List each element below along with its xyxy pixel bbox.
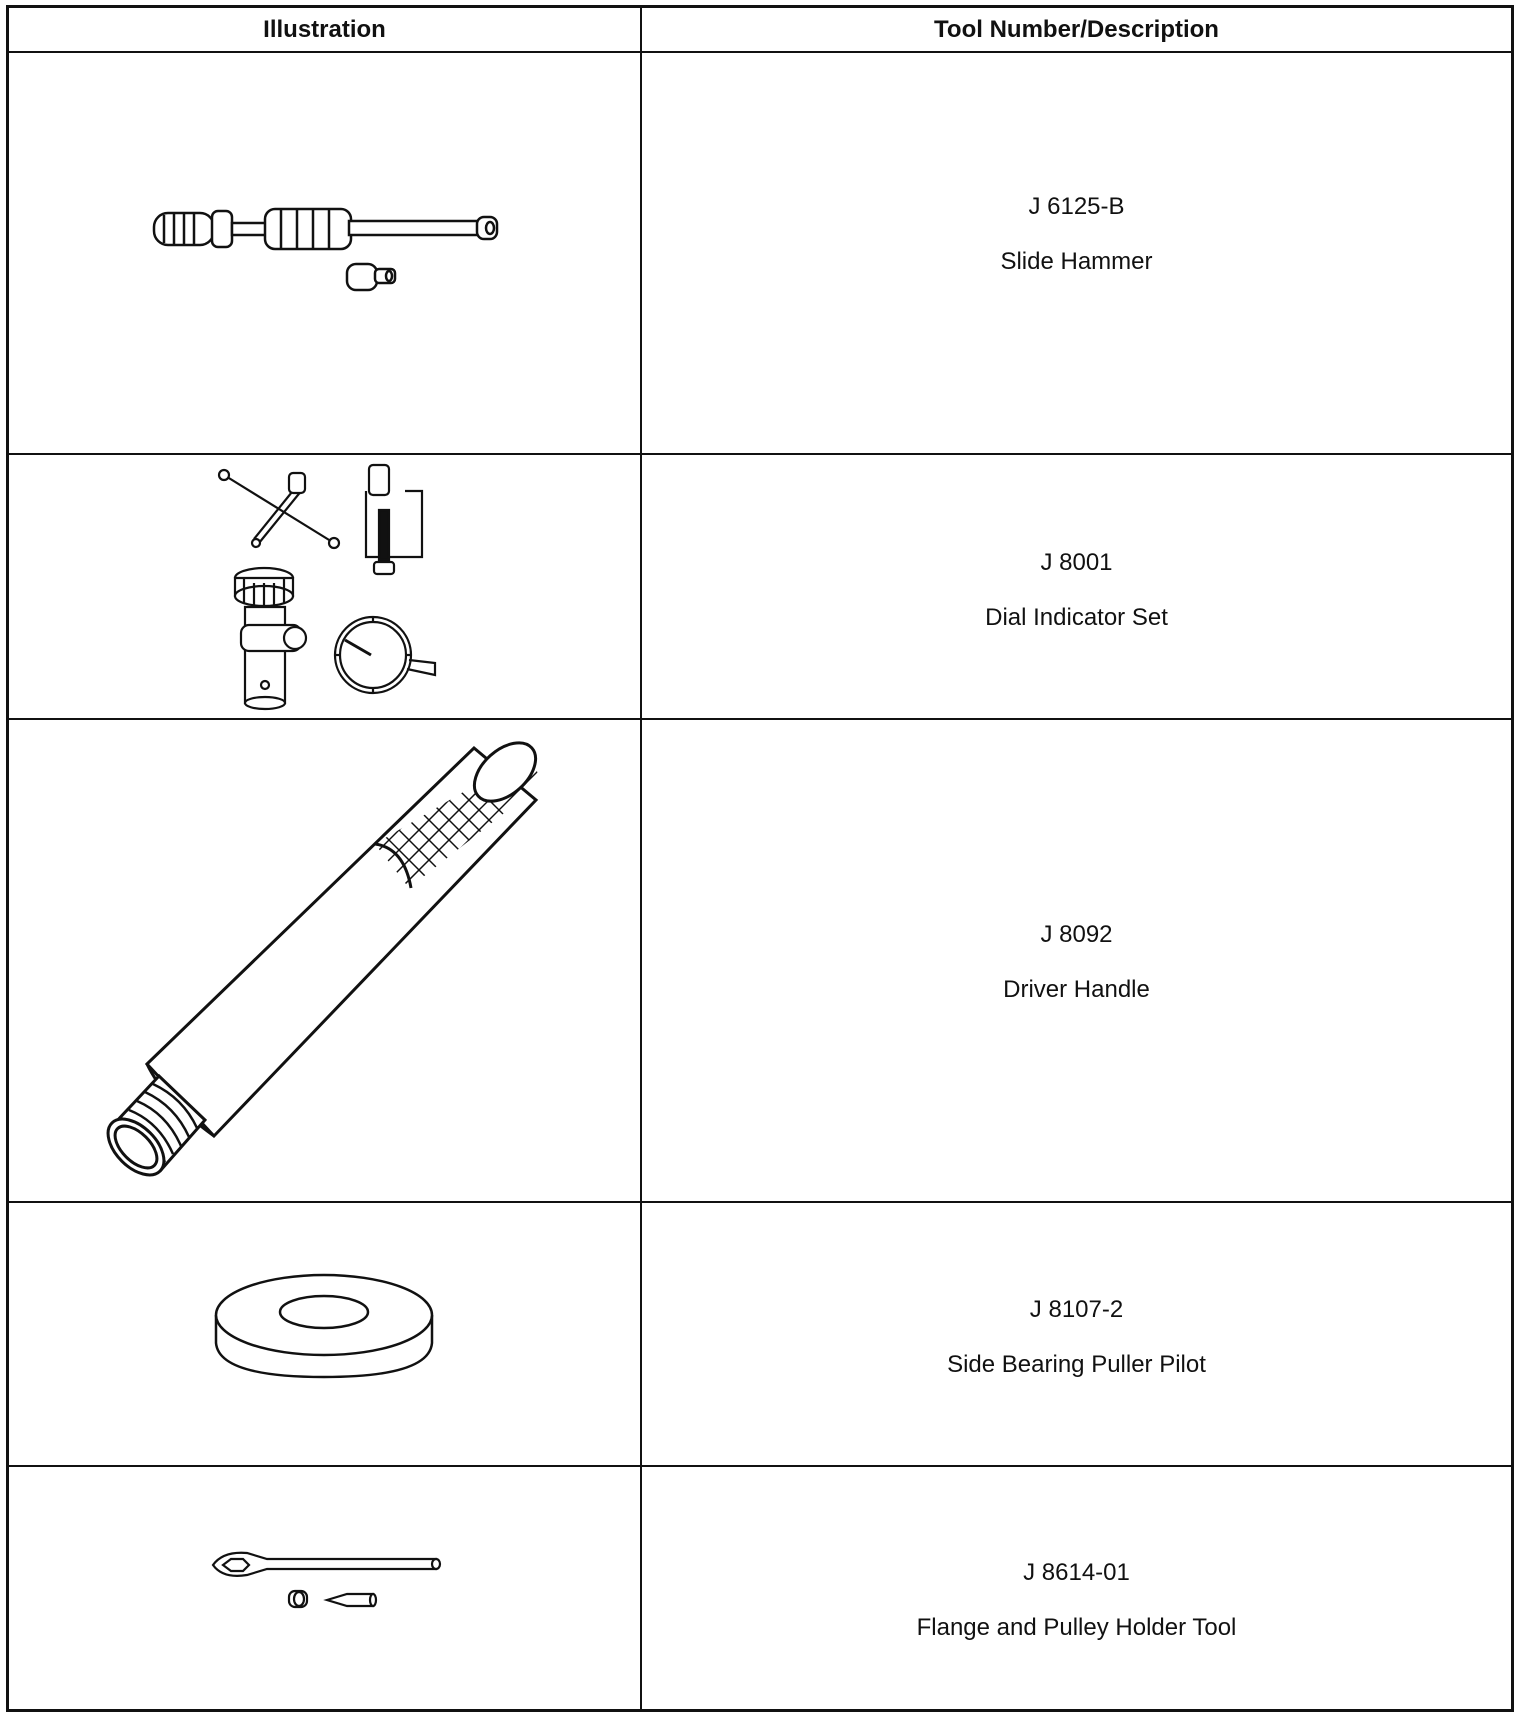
header-illustration: Illustration <box>263 16 386 43</box>
tool-number: J 8001 <box>1040 549 1113 576</box>
table-row <box>642 455 1511 718</box>
tool-number: J 6125-B <box>1028 193 1125 220</box>
table-row-illustration <box>9 53 640 453</box>
table-row <box>642 1467 1511 1709</box>
tool-description: Dial Indicator Set <box>985 604 1168 631</box>
tool-table <box>6 5 1514 1712</box>
tool-description: Side Bearing Puller Pilot <box>947 1351 1206 1378</box>
dial-indicator-set-icon <box>9 455 640 718</box>
table-row-illustration <box>9 1467 640 1709</box>
tool-description: Slide Hammer <box>1000 248 1153 275</box>
table-row-illustration <box>9 455 640 718</box>
driver-handle-icon <box>9 720 640 1201</box>
puller-pilot-icon <box>9 1203 640 1465</box>
tool-number: J 8107-2 <box>1029 1296 1124 1323</box>
table-row-illustration <box>9 1203 640 1465</box>
header-tool-number-description: Tool Number/Description <box>934 16 1219 43</box>
holder-tool-icon <box>9 1467 640 1709</box>
tool-description: Driver Handle <box>1003 976 1150 1003</box>
table-row <box>642 720 1511 1201</box>
tool-number: J 8614-01 <box>1023 1559 1130 1586</box>
table-row <box>642 53 1511 453</box>
tool-number: J 8092 <box>1040 921 1113 948</box>
slide-hammer-icon <box>9 53 640 453</box>
table-row-illustration <box>9 720 640 1201</box>
tool-description: Flange and Pulley Holder Tool <box>916 1614 1237 1641</box>
table-row <box>642 1203 1511 1465</box>
